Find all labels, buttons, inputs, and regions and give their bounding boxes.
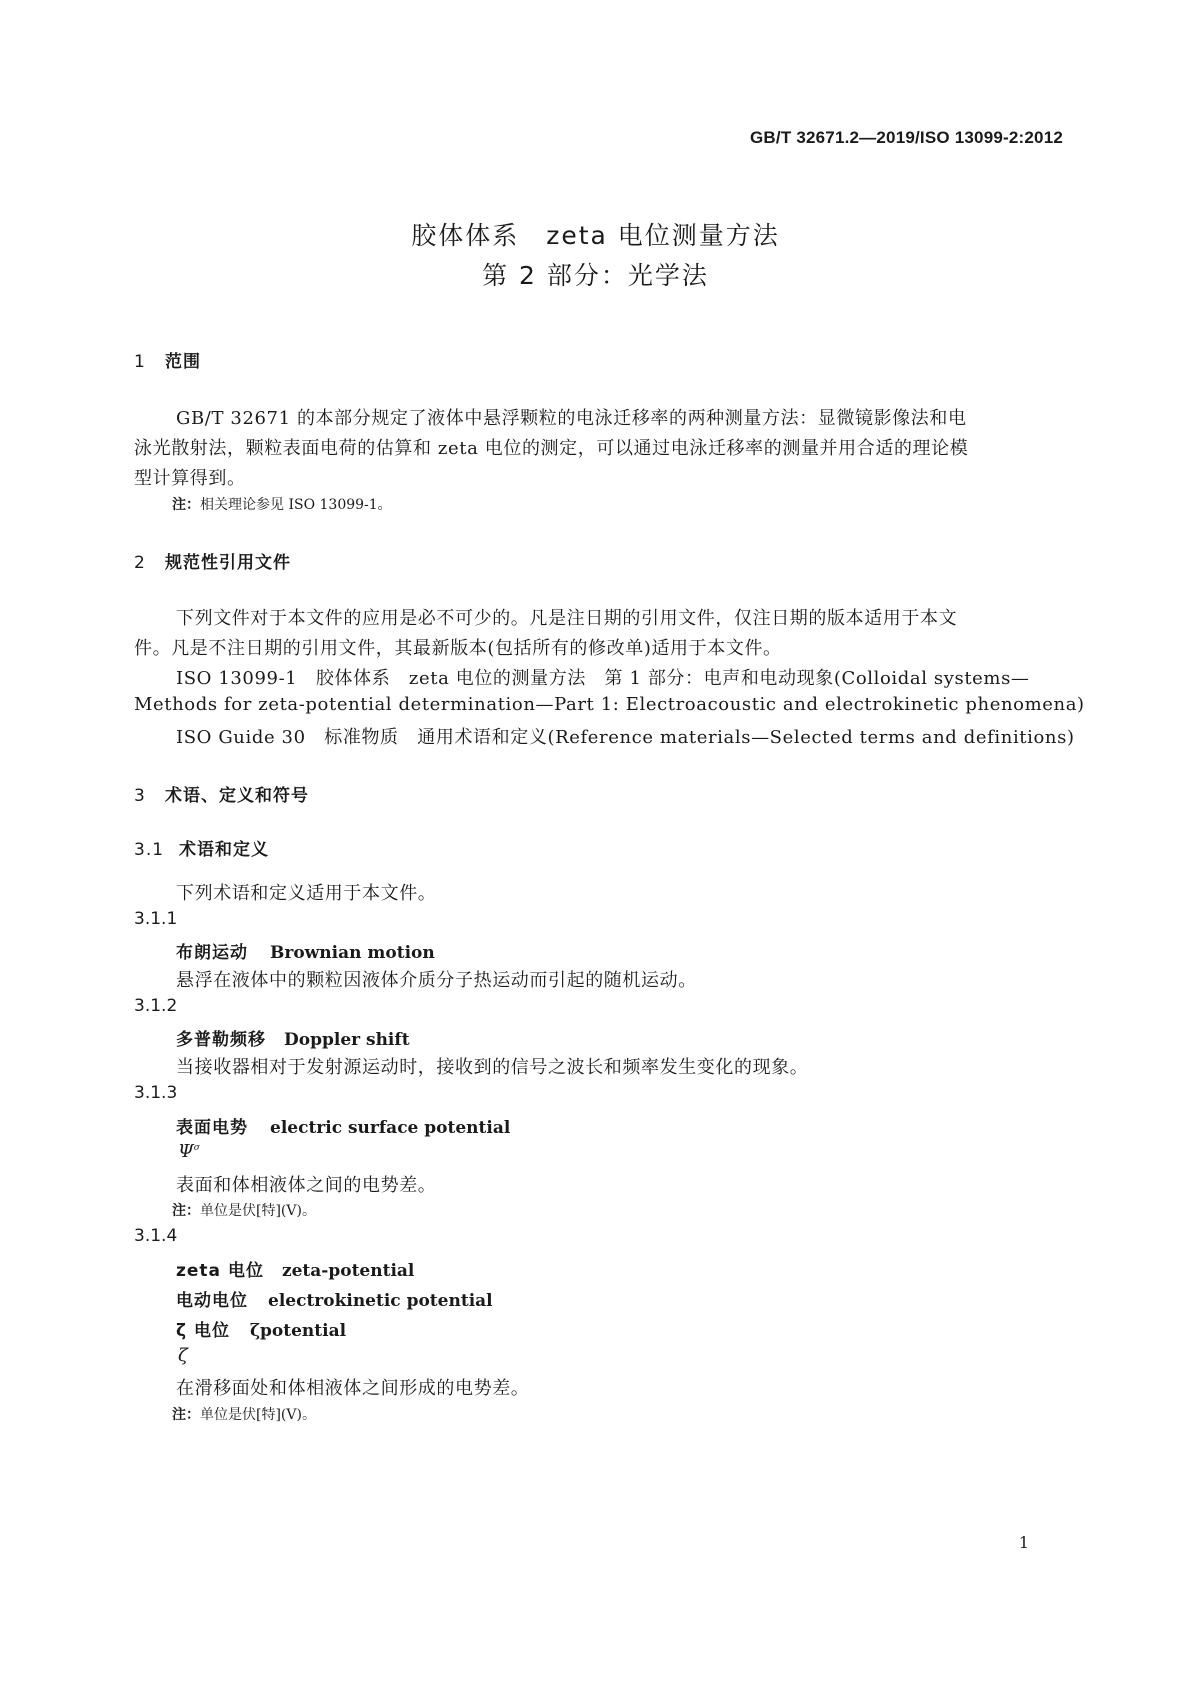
note-text: 单位是伏[特](V)。 — [200, 1407, 316, 1423]
note — [172, 494, 392, 514]
subsection-number: 3.1 — [134, 840, 165, 860]
note-label: 注： — [172, 1407, 200, 1423]
term-en: Doppler shift — [284, 1030, 410, 1050]
paragraph-line: 下列术语和定义适用于本文件。 — [176, 883, 437, 904]
term-zh: ζ 电位 — [176, 1321, 230, 1341]
term-zh: zeta 电位 — [176, 1261, 264, 1281]
term-en: Brownian motion — [270, 943, 435, 963]
note — [172, 1404, 316, 1424]
term-number: 3.1.1 — [134, 909, 178, 929]
term-en: zeta-potential — [281, 1261, 415, 1281]
paragraph-line: 下列文件对于本文件的应用是必不可少的。凡是注日期的引用文件，仅注日期的版本适用于本文 — [176, 608, 958, 629]
term-en: ζpotential — [249, 1321, 347, 1341]
standard-code-header: GB/T 32671.2—2019/ISO 13099-2:2012 — [750, 128, 1063, 147]
paragraph-line: 件。凡是不注日期的引用文件，其最新版本(包括所有的修改单)适用于本文件。 — [134, 638, 782, 659]
note-text: 单位是伏[特](V)。 — [200, 1203, 316, 1219]
symbol-psi: Ψ — [178, 1141, 194, 1162]
term-entry — [176, 1286, 493, 1311]
term-zh: 电动电位 — [176, 1291, 248, 1311]
paragraph-line: 泳光散射法，颗粒表面电荷的估算和 zeta 电位的测定，可以通过电泳迁移率的测量并用合适的理论模 — [134, 438, 969, 459]
section-number: 1 — [134, 352, 146, 372]
reference-line: ISO Guide 30 标准物质 通用术语和定义(Reference materials—Selected terms and definitions) — [176, 727, 1075, 748]
term-definition: 悬浮在液体中的颗粒因液体介质分子热运动而引起的随机运动。 — [176, 970, 697, 991]
title-line-2: 第 2 部分：光学法 — [482, 261, 709, 290]
section-number: 3 — [134, 786, 146, 806]
note-text: 相关理论参见 ISO 13099-1。 — [200, 497, 392, 513]
term-number: 3.1.3 — [134, 1083, 178, 1103]
term-definition: 表面和体相液体之间的电势差。 — [176, 1175, 437, 1196]
term-symbol — [178, 1141, 200, 1162]
term-entry — [176, 1316, 346, 1341]
section-1-heading — [134, 347, 201, 372]
term-number: 3.1.4 — [134, 1226, 178, 1246]
paragraph-line: 型计算得到。 — [134, 468, 246, 489]
page-number: 1 — [1018, 1533, 1029, 1552]
term-zh: 布朗运动 — [176, 943, 248, 963]
note — [172, 1200, 316, 1220]
term-definition: 当接收器相对于发射源运动时，接收到的信号之波长和频率发生变化的现象。 — [176, 1057, 809, 1078]
term-symbol: ζ — [178, 1345, 188, 1366]
paragraph-line: GB/T 32671 的本部分规定了液体中悬浮颗粒的电泳迁移率的两种测量方法：显微镜影像法和电 — [176, 408, 967, 429]
term-zh: 多普勒频移 — [176, 1030, 266, 1050]
section-title: 规范性引用文件 — [165, 553, 291, 573]
note-label: 注： — [172, 497, 200, 513]
term-en: electric surface potential — [270, 1118, 511, 1138]
term-entry — [176, 1256, 414, 1281]
section-title: 范围 — [165, 352, 201, 372]
section-3-heading — [134, 781, 309, 806]
term-en: electrokinetic potential — [268, 1291, 493, 1311]
term-number: 3.1.2 — [134, 996, 178, 1016]
section-2-heading — [134, 548, 291, 573]
section-number: 2 — [134, 553, 146, 573]
subsection-title: 术语和定义 — [179, 840, 269, 860]
section-title: 术语、定义和符号 — [165, 786, 309, 806]
term-definition: 在滑移面处和体相液体之间形成的电势差。 — [176, 1378, 530, 1399]
term-entry — [176, 938, 435, 963]
subsection-3-1-heading — [134, 835, 269, 860]
term-entry — [176, 1113, 510, 1138]
reference-line: Methods for zeta-potential determination—Part 1: Electroacoustic and electrokinetic phenomena) — [134, 694, 1085, 715]
title-line-1: 胶体体系 zeta 电位测量方法 — [411, 221, 780, 250]
symbol-superscript: σ — [193, 1143, 200, 1153]
reference-line: ISO 13099-1 胶体体系 zeta 电位的测量方法 第 1 部分：电声和电动现象(Colloidal systems— — [176, 668, 1030, 689]
term-zh: 表面电势 — [176, 1118, 248, 1138]
note-label: 注： — [172, 1203, 200, 1219]
term-entry — [176, 1025, 410, 1050]
